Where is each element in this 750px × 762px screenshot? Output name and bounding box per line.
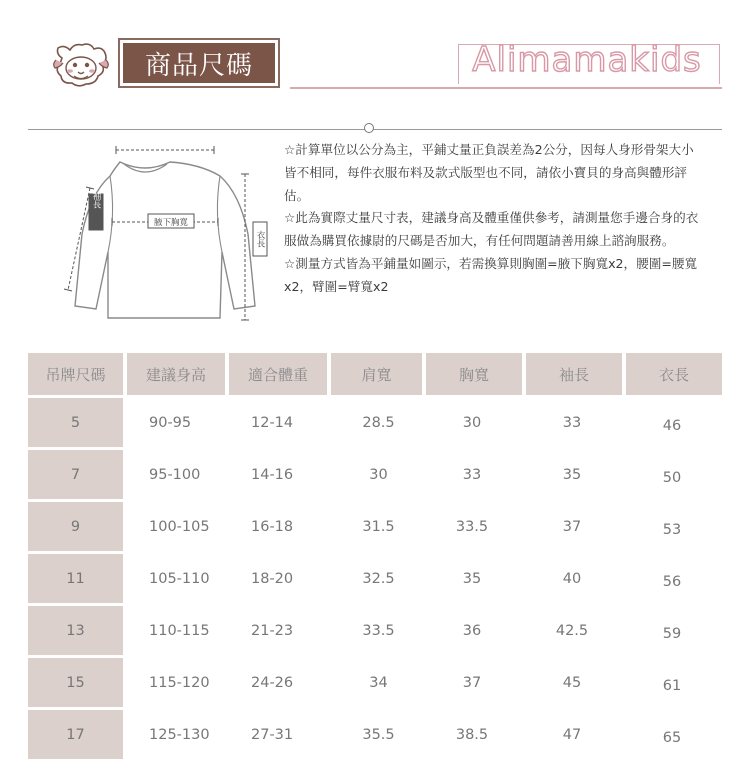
sizing-notes	[284, 139, 704, 299]
cell-weight: 21-23	[251, 622, 294, 639]
cell-chest: 33.5	[455, 518, 489, 535]
garment-diagram	[50, 134, 285, 334]
note-measurement-unit: ☆計算單位以公分為主，平鋪丈量正負誤差為2公分，因每人身形骨架大小皆不相同，每件衣服布料及款式版型也不同，請依小寶貝的身高與體形評估。	[284, 142, 694, 203]
table-row	[28, 398, 722, 447]
sheep-logo-icon	[52, 40, 110, 90]
cell-length: 65	[662, 729, 682, 746]
header-divider	[290, 87, 722, 89]
size-chart-table	[28, 350, 722, 762]
cell-sleeve: 37	[562, 518, 582, 535]
cell-tag-size: 5	[28, 398, 123, 447]
cell-tag-size: 15	[28, 658, 123, 707]
cell-length: 56	[662, 573, 682, 590]
cell-weight: 27-31	[251, 726, 294, 743]
cell-chest: 35	[462, 570, 482, 587]
note-reference-only: ☆此為實際丈量尺寸表，建議身高及體重僅供參考，請測量您手邊合身的衣服做為購買依據尉的尺碼是否加大，有任何問題請善用線上諮詢服務。	[284, 210, 699, 249]
header-sleeve: 袖長	[522, 353, 622, 395]
cell-tag-size: 17	[28, 710, 123, 759]
cell-chest: 33	[462, 466, 482, 483]
note-measurement-method: ☆測量方式皆為平鋪量如圖示，若需換算則胸圍=腋下胸寬x2，腰圍=腰寬x2，臂圍=臂寬x2	[284, 255, 698, 294]
table-row	[28, 606, 722, 655]
cell-shoulder: 35.5	[362, 726, 395, 743]
cell-length: 46	[662, 417, 682, 434]
cell-shoulder: 31.5	[362, 518, 395, 535]
label-sleeve-length: 袖長	[91, 191, 101, 209]
cell-height: 105-110	[149, 570, 210, 587]
cell-length: 59	[662, 625, 682, 642]
cell-weight: 18-20	[251, 570, 294, 587]
cell-tag-size: 9	[28, 502, 123, 551]
cell-weight: 12-14	[251, 414, 294, 431]
cell-chest: 30	[462, 414, 482, 431]
header-height: 建議身高	[123, 353, 225, 395]
cell-height: 125-130	[149, 726, 210, 743]
cell-chest: 38.5	[455, 726, 489, 743]
section-divider	[28, 129, 722, 130]
table-row	[28, 450, 722, 499]
cell-weight: 16-18	[251, 518, 294, 535]
cell-sleeve: 47	[562, 726, 582, 743]
table-header-row	[28, 353, 722, 395]
cell-height: 90-95	[149, 414, 192, 431]
cell-shoulder: 30	[369, 466, 388, 483]
cell-sleeve: 40	[562, 570, 582, 587]
shirt-outline-icon	[75, 162, 255, 318]
cell-height: 100-105	[149, 518, 210, 535]
cell-length: 53	[662, 521, 682, 538]
cell-length: 50	[662, 469, 682, 486]
cell-weight: 24-26	[251, 674, 294, 691]
page-title: 商品尺碼	[123, 43, 275, 83]
cell-tag-size: 13	[28, 606, 123, 655]
table-row	[28, 554, 722, 603]
label-armpit-width: 腋下胸寬	[153, 218, 189, 228]
table-row	[28, 710, 722, 759]
label-body-length: 衣長	[255, 230, 265, 248]
cell-length: 61	[662, 677, 682, 694]
cell-chest: 36	[462, 622, 482, 639]
table-row	[28, 502, 722, 551]
cell-height: 95-100	[149, 466, 201, 483]
cell-tag-size: 11	[28, 554, 123, 603]
cell-weight: 14-16	[251, 466, 294, 483]
cell-sleeve: 42.5	[555, 622, 589, 639]
divider-circle-icon	[364, 123, 374, 133]
header-tag-size: 吊牌尺碼	[28, 353, 123, 395]
cell-sleeve: 33	[562, 414, 582, 431]
page-title-box	[118, 38, 280, 88]
cell-shoulder: 34	[369, 674, 388, 691]
cell-height: 110-115	[149, 622, 210, 639]
cell-shoulder: 32.5	[362, 570, 395, 587]
cell-shoulder: 28.5	[362, 414, 395, 431]
cell-sleeve: 45	[562, 674, 582, 691]
header-length: 衣長	[622, 353, 722, 395]
header-shoulder: 肩寬	[327, 353, 422, 395]
header-weight: 適合體重	[225, 353, 327, 395]
table-row	[28, 658, 722, 707]
cell-chest: 37	[462, 674, 482, 691]
brand-logo-text: Alimamakids	[472, 40, 702, 80]
cell-shoulder: 33.5	[362, 622, 395, 639]
header-chest: 胸寬	[422, 353, 522, 395]
cell-tag-size: 7	[28, 450, 123, 499]
cell-sleeve: 35	[562, 466, 582, 483]
cell-height: 115-120	[149, 674, 210, 691]
